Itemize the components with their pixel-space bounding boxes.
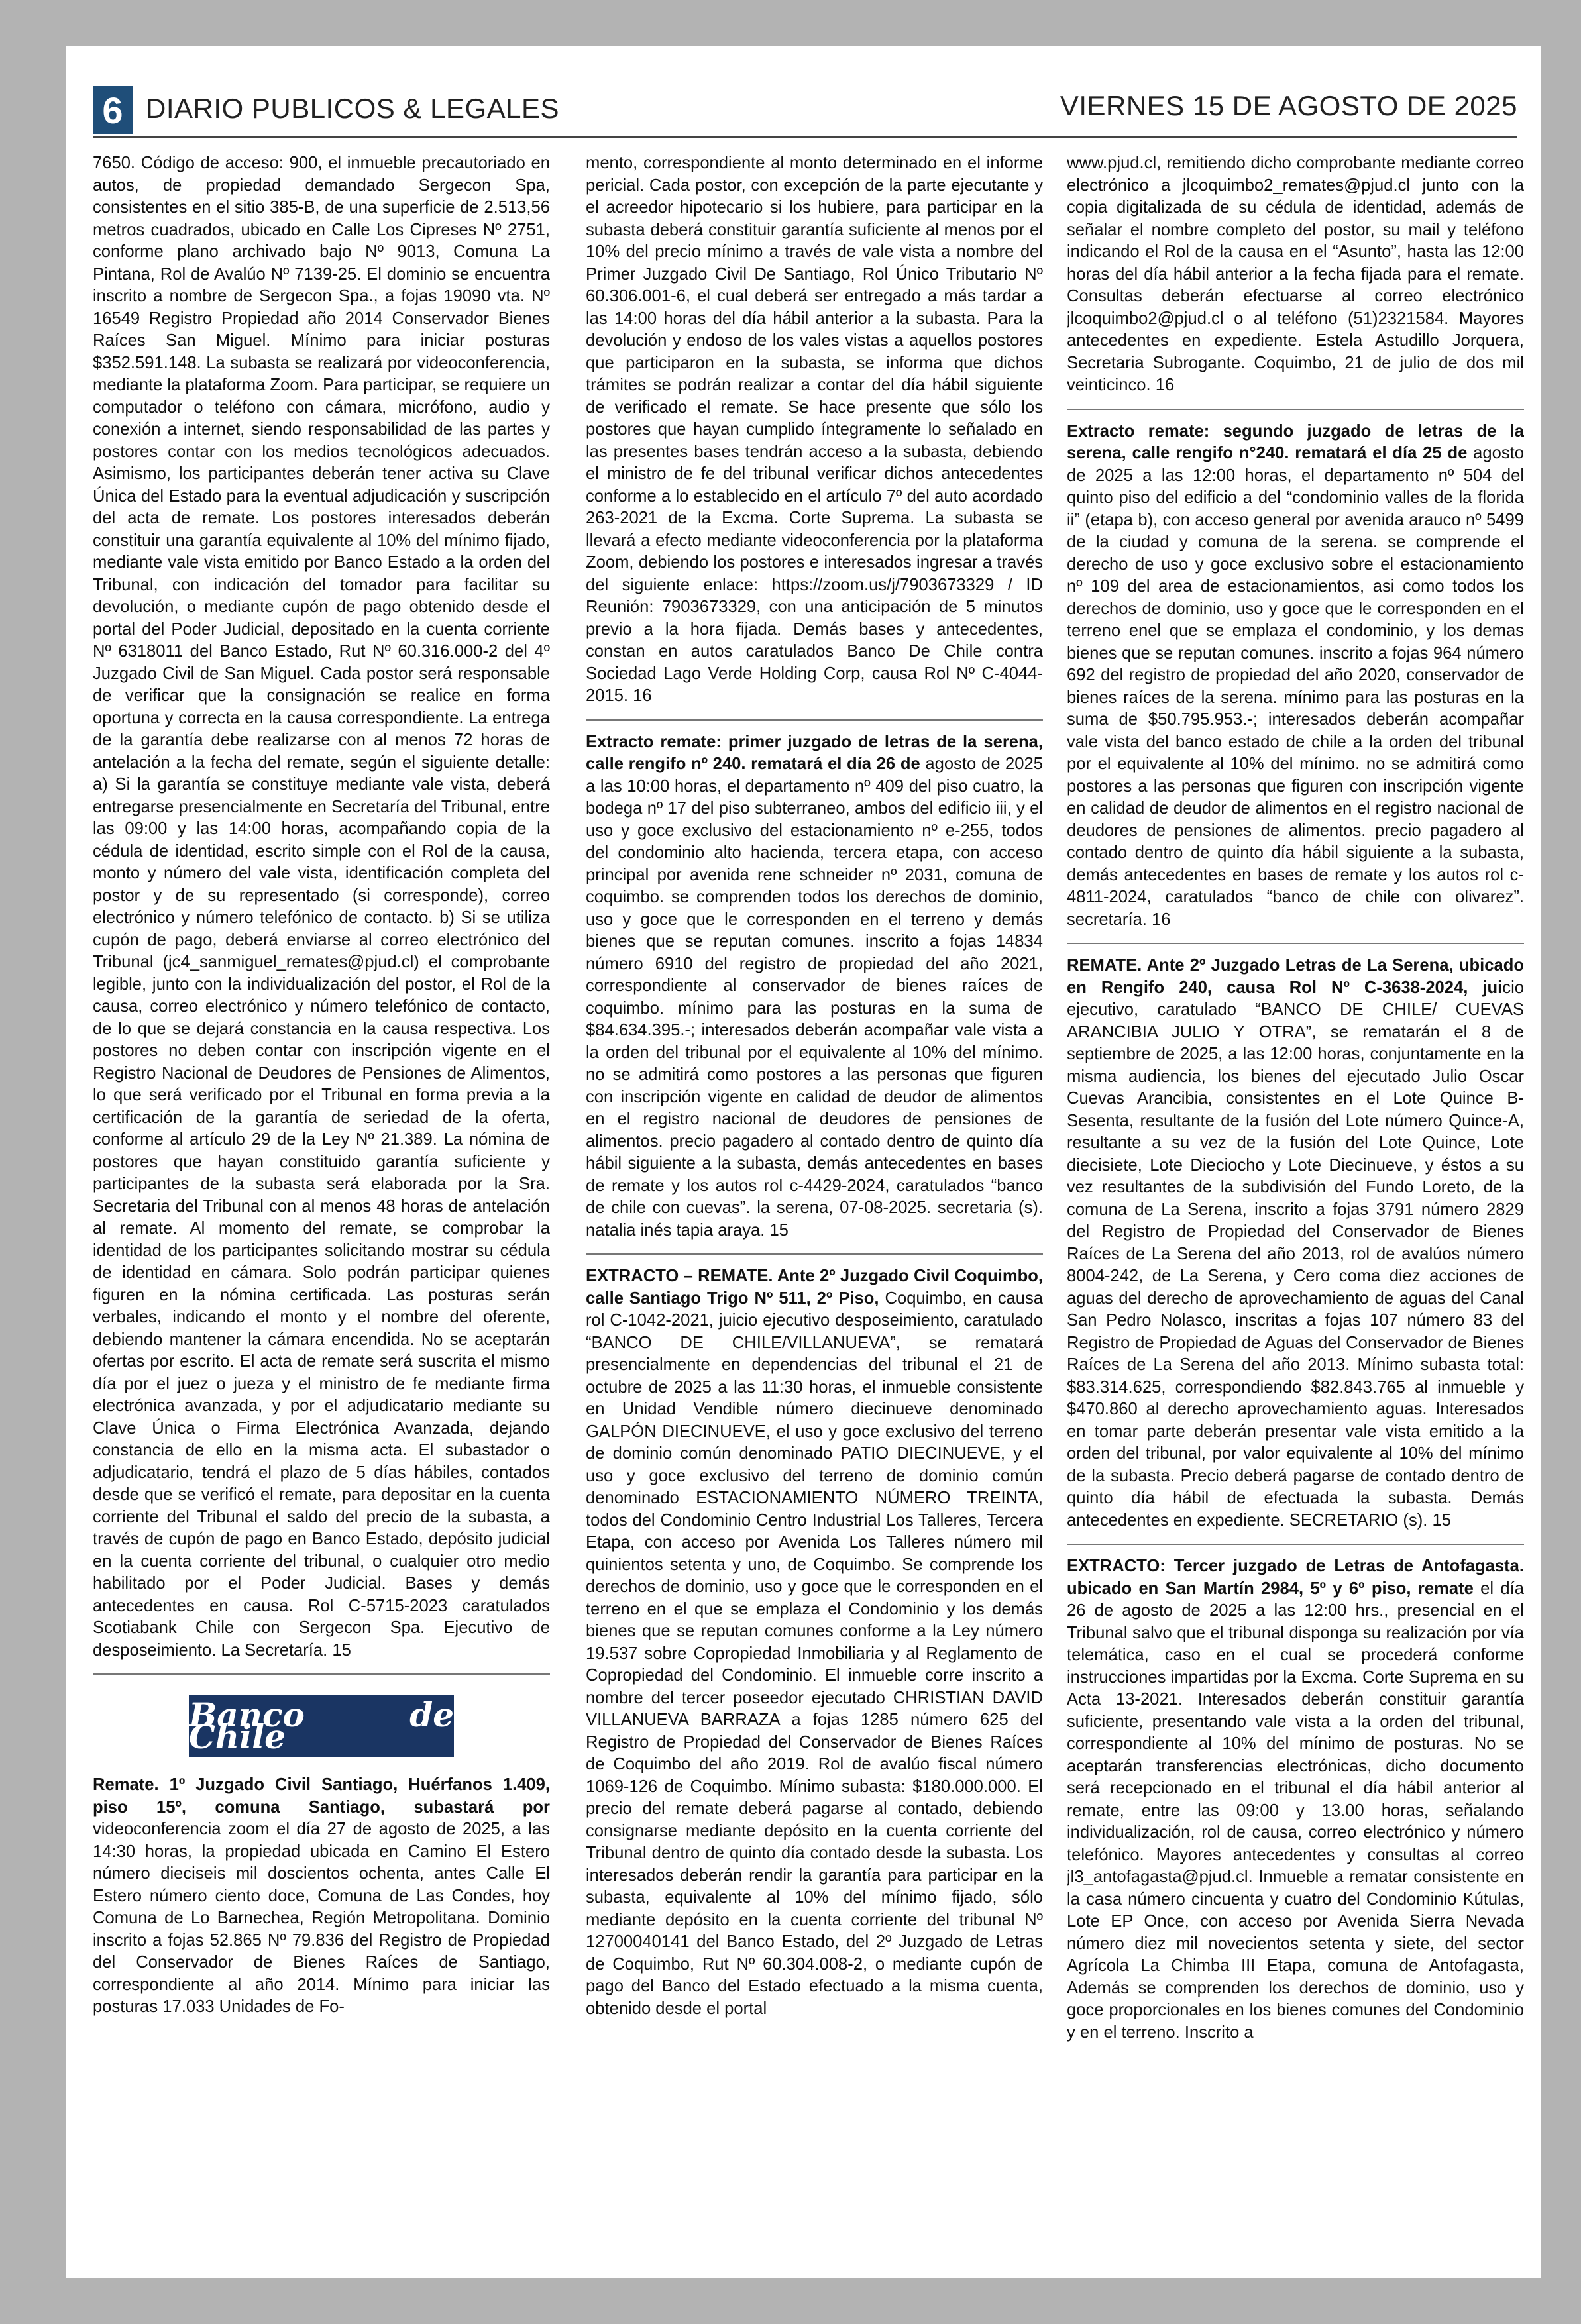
notice-sergecon-continued: [93, 152, 550, 1662]
page-number: 6: [93, 86, 133, 134]
divider: [586, 1253, 1043, 1255]
notice-heading: EXTRACTO – REMATE. Ante 2º Juzgado Civil Coquimbo, calle Santiago Trigo Nº 511, 2º Piso,: [586, 1267, 1043, 1308]
divider: [1067, 943, 1524, 944]
banco-de-chile-logo: [189, 1695, 454, 1757]
publication-date: VIERNES 15 DE AGOSTO DE 2025: [1060, 90, 1517, 121]
newspaper-page: [66, 46, 1541, 2278]
notice-heading: REMATE. Ante 2º Juzgado Letras de La Serena, ubicado en Rengifo 240, causa Rol Nº C-3638-2024, jui: [1067, 956, 1524, 997]
notice-heading: EXTRACTO: Tercer juzgado de Letras de Antofagasta. ubicado en San Martín 2984, 5º y 6º piso, remate: [1067, 1557, 1524, 1598]
notice-text: videoconferencia zoom el día 27 de agosto de 2025, a las 14:30 horas, la propiedad ubicada en Camino El Estero número dieciseis mil doscientos ochenta, antes Calle El Estero número ciento doce, Comuna de Las Condes, hoy Comuna de Lo Barnechea, Región Metropolitana. Dominio inscrito a fojas 52.865 Nº 79.836 del Registro de Propiedad del Conservador de Bienes Raíces de Santiago, correspondiente al año 2014. Mínimo para iniciar las posturas 17.033 Unidades de Fo-: [93, 1820, 550, 2016]
notice-remate-1-juzgado-santiago: [93, 1774, 550, 2019]
column-3: [1067, 152, 1524, 2259]
notice-text: www.pjud.cl, remitiendo dicho comprobante mediante correo electrónico a jlcoquimbo2_remates@pjud.cl junto con la copia digitalizada de su cédula de identidad, además de señalar el nombre completo del postor, su mail y teléfono indicando el Rol de la causa en el “Asunto”, hasta las 12:00 horas del día hábil anterior a la fecha fijada para el remate. Consultas deberán efectuarse al correo electrónico jlcoquimbo2@pjud.cl o al teléfono (51)2321584. Mayores antecedentes en expediente. Estela Astudillo Jorquera, Secretaria Subrogante. Coquimbo, 21 de julio de dos mil veinticinco. 16: [1067, 154, 1524, 394]
column-2: [586, 152, 1043, 2259]
page-header: [93, 86, 1517, 138]
notice-coquimbo-continued: [1067, 152, 1524, 397]
logo-text: Banco de Chile: [189, 1695, 454, 1756]
divider: [93, 1673, 550, 1675]
notice-text: el día 26 de agosto de 2025 a las 12:00 hrs., presencial en el Tribunal salvo que el tribunal disponga su realización por vía telemática, caso en el cual se procederá conforme instrucciones impartidas por la Excma. Corte Suprema en su Acta 13-2021. Interesados deberán constituir garantía suficiente, presentando vale vista a la orden del tribunal, correspondiente al 10% del mínimo de posturas. No se aceptarán transferencias electrónicas, dicho documento será recepcionado en el tribunal el día hábil anterior al remate, entre las 09:00 y 13.00 horas, señalando individualización, rol de causa, correo electrónico y número telefónico. Mayores antecedentes y consultas al correo jl3_antofagasta@pjud.cl. Inmueble a rematar consistente en la casa número cincuenta y cuatro del Condominio Kútulas, Lote EP Once, con acceso por Avenida Sierra Nevada número diez mil novecientos setenta y siete, del sector Agrícola La Chimba III Etapa, comuna de Antofagasta, Además se comprenden los derechos de dominio, uso y goce proporcionales en los bienes comunes del Condominio y en el terreno. Inscrito a: [1067, 1579, 1524, 2042]
notice-text: agosto de 2025 a las 10:00 horas, el departamento nº 409 del piso cuatro, la bodega nº 17 del piso subterraneo, ambos del edificio iii, y el uso y goce exclusivo del estacionamiento nº e-255, todos del condominio alto hacienda, tercera etapa, con acceso principal por avenida rene schneider nº 2031, comuna de coquimbo. se comprenden todos los derechos de dominio, uso y goce que le corresponden en el terreno y demás bienes que se reputan comunes. inscrito a fojas 14834 número 6910 del registro de propiedad del año 2021, correspondiente al conservador de bienes raíces de coquimbo. mínimo para las posturas en la suma de $84.634.395.-; interesados deberán acompañar vale vista a la orden del tribunal por el equivalente al 10% del mínimo. no se admitirá como postores a las personas que figuren con inscripción vigente en calidad de deudor de alimentos en el registro nacional de deudores de pensiones de alimentos. precio pagadero al contado dentro de quinto día hábil siguiente a la subasta, demás antecedentes en bases de remate y los autos rol c-4429-2024, caratulados “banco de chile con cuevas”. la serena, 07-08-2025. secretaria (s). natalia inés tapia araya. 15: [586, 755, 1043, 1240]
notice-2-juzgado-coquimbo: [586, 1265, 1043, 2020]
divider: [586, 719, 1043, 721]
notice-2-juzgado-letras-la-serena: [1067, 955, 1524, 1532]
notice-heading: Extracto remate: primer juzgado de letras de la serena, calle rengifo nº 240. rematará el día 26 de: [586, 732, 1043, 773]
divider: [1067, 409, 1524, 410]
column-1: [93, 152, 550, 2259]
notice-text: agosto de 2025 a las 12:00 horas, el departamento nº 504 del quinto piso del edificio a del “condominio valles de la florida ii” (etapa b), con acceso general por avenida arauco nº 5499 de la ciudad y comuna de la serena. se comprende el derecho de uso y goce exclusivo sobre el estacionamiento nº 109 del area de estacionamientos, asi como todos los derechos de dominio, uso y goce que le corresponden en el terreno enel que se emplaza el condominio, y los demas bienes que se reputan comunes. inscrito a fojas 964 número 692 del registro de propiedad del año 2020, conservador de bienes raíces de la serena. mínimo para las posturas en la suma de $50.795.953.-; interesados deberán acompañar vale vista del banco estado de chile a la orden del tribunal por el equivalente al 10% del mínimo. no se admitirá como postores a las personas que figuren con inscripción vigente en calidad de deudor de alimentos en el registro nacional de deudores de pensiones de alimentos. precio pagadero al contado dentro de quinto día hábil siguiente a la subasta, demás antecedentes en bases de remate y los autos rol c-4811-2024, caratulados “banco de chile con olivarez”. secretaría. 16: [1067, 444, 1524, 929]
notice-remate-santiago-continued: [586, 152, 1043, 708]
notice-text: cio ejecutivo, caratulado “BANCO DE CHILE/ CUEVAS ARANCIBIA JULIO Y OTRA”, se rematarán el 8 de septiembre de 2025, a las 12:00 horas, conjuntamente en la misma audiencia, los bienes del ejecutado Julio Oscar Cuevas Arancibia, consistentes en el Lote Quince B-Sesenta, resultante de la fusión del Lote número Quince-A, resultante a su vez de la fusión del Lote Quince, Lote diecisiete, Lote Dieciocho y Lote Diecinueve, y éstos a su vez resultantes de la subdivisión del Fundo Loreto, de la comuna de La Serena, inscrito a fojas 3791 número 2829 del Registro de Propiedad del Conservador de Bienes Raíces de La Serena del año 2013, rol de avalúos número 8004-242, de La Serena, y Cero coma diez acciones de aguas del derecho de aprovechamiento de aguas del Canal San Pedro Nolasco, inscritas a fojas 107 número 83 del Registro de Propiedad de Aguas del Conservador de Bienes Raíces de La Serena del año 2013. Mínimo subasta total: $83.314.625, correspondiendo $82.843.765 al inmueble y $470.860 al derecho aprovechamiento aguas. Interesados en tomar parte deberán presentar vale vista emitido a la orden del tribunal, por valor equivalente al 10% del mínimo de la subasta. Precio deberá pagarse de contado dentro de quinto día hábil de efectuada la subasta. Demás antecedentes en expediente. SECRETARIO (s). 15: [1067, 978, 1524, 1530]
notice-text: Coquimbo, en causa rol C-1042-2021, juicio ejecutivo desposeimiento, caratulado “BANCO DE CHILE/VILLANUEVA”, se rematará presencialmente en dependencias del tribunal el 21 de octubre de 2025 a las 11:30 horas, el inmueble consistente en Unidad Vendible número diecinueve denominado GALPÓN DIECINUEVE, el uso y goce exclusivo del terreno de dominio común denominado PATIO DIECINUEVE, y el uso y goce exclusivo del terreno de dominio común denominado ESTACIONAMIENTO NÚMERO TREINTA, todos del Condominio Centro Industrial Los Talleres, Tercera Etapa, con acceso por Avenida Los Talleres número mil quinientos setenta y uno, de Coquimbo. Se comprende los derechos de dominio, uso y goce que le corresponden en el terreno en el que se emplaza el Condominio y los demás bienes que se reputan comunes conforme a la Ley número 19.537 sobre Copropiedad Inmobiliaria y al Reglamento de Copropiedad del Condominio. El inmueble corre inscrito a nombre del tercer poseedor ejecutado CHRISTIAN DAVID VILLANUEVA BARRAZA a fojas 1285 número 625 del Registro de Propiedad del Conservador de Bienes Raíces de Coquimbo del año 2019. Rol de avalúo fiscal número 1069-126 de Coquimbo. Mínimo subasta: $180.000.000. El precio del remate deberá pagarse al contado, debiendo consignarse mediante depósito en la cuenta corriente del Tribunal dentro de quinto día contado desde la subasta. Los interesados deberán rendir la garantía para participar en la subasta, equivalente al 10% del mínimo fijado, sólo mediante depósito en la cuenta corriente del tribunal Nº 12700040141 del Banco Estado, del 2º Juzgado de Letras de Coquimbo, Rut Nº 60.304.008-2, o mediante cupón de pago del Banco del Estado efectuado a la misma cuenta, obtenido desde el portal: [586, 1289, 1043, 2018]
notice-primer-juzgado-la-serena: [586, 731, 1043, 1242]
notice-text: 7650. Código de acceso: 900, el inmueble precautoriado en autos, de propiedad demandado Sergecon Spa, consistentes en el sitio 385-B, de una superficie de 2.513,56 metros cuadrados, ubicado en Calle Los Cipreses Nº 2751, conforme plano archivado bajo Nº 9013, Comuna La Pintana, Rol de Avalúo Nº 7139-25. El dominio se encuentra inscrito a nombre de Sergecon Spa., a fojas 19090 vta. Nº 16549 Registro Propiedad año 2014 Conservador Bienes Raíces San Miguel. Mínimo para iniciar posturas $352.591.148. La subasta se realizará por videoconferencia, mediante la plataforma Zoom. Para participar, se requiere un computador o teléfono con cámara, micrófono, audio y conexión a internet, siendo responsabilidad de las partes y postores contar con los medios tecnológicos adecuados. Asimismo, los participantes deberán tener activa su Clave Única del Estado para la eventual adjudicación y suscripción del acta de remate. Los postores interesados deberán constituir una garantía equivalente al 10% del mínimo fijado, mediante vale vista emitido por Banco Estado a la orden del Tribunal, con indicación del tomador para facilitar su devolución, o mediante cupón de pago obtenido desde el portal del Poder Judicial, depositado en la cuenta corriente Nº 6318011 del Banco Estado, Rut Nº 60.316.000-2 del 4º Juzgado Civil de San Miguel. Cada postor será responsable de verificar que la consignación se realice en forma oportuna y correcta en la causa correspondiente. La entrega de la garantía debe realizarse con al menos 72 horas de antelación a la fecha del remate, según el siguiente detalle: a) Si la garantía se constituye mediante vale vista, deberá entregarse presencialmente en Secretaría del Tribunal, entre las 09:00 y las 14:00 horas, acompañando copia de la cédula de identidad, escrito simple con el Rol de la causa, monto y número del vale vista, identificación completa del postor y de su representado (si corresponde), correo electrónico y número telefónico de contacto. b) Si se utiliza cupón de pago, deberá enviarse al correo electrónico del Tribunal (jc4_sanmiguel_remates@pjud.cl) el comprobante legible, junto con la individualización del postor, el Rol de la causa, correo electrónico y número telefónico de contacto, de lo que se dejará constancia en la causa respectiva. Los postores no deben contar con inscripción vigente en el Registro Nacional de Deudores de Pensiones de Alimentos, lo que será verificado por el Tribunal en forma previa a la certificación de la garantía de seriedad de la oferta, conforme al artículo 29 de la Ley Nº 21.389. La nómina de postores que hayan constituido garantía suficiente y participantes de la subasta será elaborada por la Sra. Secretaria del Tribunal con al menos 48 horas de antelación al remate. Al momento del remate, se comprobar la identidad de los participantes solicitando mostrar su cédula de identidad en cámara. Solo podrán participar quienes figuren en la nómina certificada. Las posturas serán verbales, indicando el monto y el nombre del oferente, debiendo mantener la cámara encendida. No se aceptarán ofertas por escrito. El acta de remate será suscrita el mismo día por el juez o jueza y el ministro de fe mediante firma electrónica avanzada, y por el adjudicatario mediante su Clave Única o Firma Electrónica Avanzada, dejando constancia de ello en la misma acta. El subastador o adjudicatario, tendrá el plazo de 5 días hábiles, contados desde que se verificó el remate, para depositar en la cuenta corriente del Tribunal el saldo del precio de la subasta, a través de cupón de pago en Banco Estado, depósito judicial en la cuenta corriente del tribunal, o cualquier otro medio habilitado por el Poder Judicial. Bases y demás antecedentes en causa. Rol C-5715-2023 caratulados Scotiabank Chile con Sergecon Spa. Ejecutivo de desposeimiento. La Secretaría. 15: [93, 154, 550, 1660]
notice-heading: Remate. 1º Juzgado Civil Santiago, Huérfanos 1.409, piso 15º, comuna Santiago, subastará por: [93, 1775, 550, 1817]
notice-segundo-juzgado-la-serena: [1067, 421, 1524, 931]
publication-name: DIARIO PUBLICOS & LEGALES: [146, 93, 560, 124]
divider: [1067, 1544, 1524, 1545]
notice-heading: Extracto remate: segundo juzgado de letras de la serena, calle rengifo n°240. rematará el día 25 de: [1067, 421, 1524, 462]
notice-text: mento, correspondiente al monto determinado en el informe pericial. Cada postor, con excepción de la parte ejecutante y el acreedor hipotecario si los hubiere, para participar en la subasta deberá constituir garantía suficiente al menos por el 10% del precio mínimo a través de vale vista a nombre del Primer Juzgado Civil De Santiago, Rol Único Tributario Nº 60.306.001-6, el cual deberá ser entregado a más tardar a las 14:00 horas del día hábil anterior a la subasta. Para la devolución y endoso de los vales vistas a aquellos postores que participaron en la subasta, se informa que dichos trámites se podrán realizar a contar del día hábil siguiente de verificado el remate. Se hace presente que sólo los postores que hayan cumplido íntegramente lo señalado en las presentes bases tendrán acceso a la subasta, debiendo el ministro de fe del tribunal verificar dichos antecedentes conforme a lo establecido en el artículo 7º del auto acordado 263-2021 de la Excma. Corte Suprema. La subasta se llevará a efecto mediante videoconferencia por la plataforma Zoom, debiendo los postores e interesados ingresar a través del siguiente enlace: https://zoom.us/j/7903673329 / ID Reunión: 7903673329, con una anticipación de 5 minutos previo a la hora fijada. Demás bases y antecedentes, constan en autos caratulados Banco De Chile contra Sociedad Lago Verde Holding Corp, causa Rol Nº C-4044-2015. 16: [586, 154, 1043, 705]
columns-container: [93, 152, 1524, 2259]
notice-tercer-juzgado-antofagasta: [1067, 1556, 1524, 2044]
